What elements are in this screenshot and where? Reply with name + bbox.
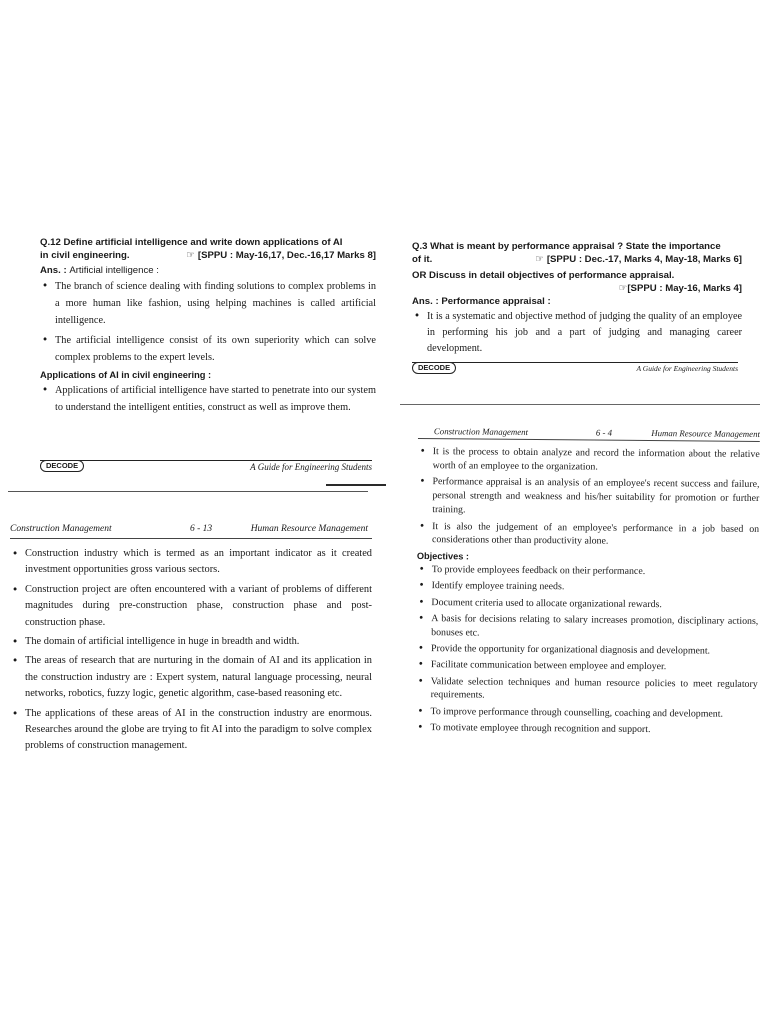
scan-streak [400,404,760,405]
q3-or-line: OR Discuss in detail objectives of performance appraisal. [412,270,675,281]
scan-streak [8,491,368,492]
header-right: Human Resource Management [250,524,368,534]
list-item: • To improve performance through counselling, coaching and development. [415,705,757,721]
objectives-heading: Objectives : [416,550,470,562]
decode-logo: DECODE [412,362,456,374]
page-6-4-bullets [417,445,760,550]
list-item: • Validate selection techniques and human resource policies to meet regulatory requirements. [416,675,758,705]
list-item: • To motivate employee through recognition and support. [415,721,757,737]
decode-logo: DECODE [40,460,84,472]
header-left: Construction Management [433,426,529,437]
list-item: • It is also the judgement of an employee's performance in a job based on considerations other than productivity alone. [417,520,759,550]
page-6-4-panel [415,426,760,787]
pointing-hand-icon: ☞ [535,254,544,265]
list-item: • To provide employees feedback on their performance. [417,563,759,579]
q12-applications-heading: Applications of AI in civil engineering : [40,370,212,380]
list-item: • Construction project are often encountered with a variant of problems of different magnitudes during pre-construction phase, construction phase and post-construction phase. [10,582,372,631]
list-item: • The artificial intelligence consist of its own superiority which can solve complex problems to the expert levels. [40,332,376,366]
q3-reference-1: ☞ [SPPU : Dec.-17, Marks 4, May-18, Marks 6] [535,254,742,265]
list-item: • It is a systematic and objective method of judging the quality of an employee in performing his job and a part of judging and managing career development. [412,309,742,357]
q12-reference: ☞ [SPPU : May-16,17, Dec.-16,17 Marks 8] [186,250,376,261]
objectives-list [415,563,758,737]
list-item: • A basis for decisions relating to salary increases promotion, disciplinary actions, bonuses etc. [416,612,758,642]
header-page-number: 6 - 13 [190,524,213,534]
list-item: • Construction industry which is termed as an important indicator as it created investment opportunities gross various sectors. [10,546,372,579]
q12-footer [40,460,372,475]
list-item: • Identify employee training needs. [417,579,759,595]
q3-question: Q.3 What is meant by performance appraisal ? State the importance of it. ☞ [SPPU : Dec.-17, Marks 4, May-18, Marks 6] [412,241,742,265]
list-item: • Document criteria used to allocate organizational rewards. [416,596,758,612]
list-item: • The domain of artificial intelligence in huge in breadth and width. [10,634,372,650]
list-item: • Provide the opportunity for organizational diagnosis and development. [416,642,758,658]
list-item: • The branch of science dealing with finding solutions to complex problems in a more human like fashion, using helping machines is called artificial intelligence. [40,278,376,329]
list-item: • The areas of research that are nurturing in the domain of AI and its application in the construction industry are : Expert system, natural language processing, neural networks, robotics, fuzzy logic, genetic algorithm, case-based reasoning etc. [10,653,372,702]
q3-reference-2: ☞[SPPU : May-16, Marks 4] [618,283,742,294]
q3-panel [412,240,742,378]
list-item: • It is the process to obtain analyze and record the information about the relative worth of an employee to the organization. [418,445,760,475]
pointing-hand-icon: ☞ [618,283,628,294]
q12-bullets-b [40,382,376,416]
header-left: Construction Management [10,524,112,534]
q3-answer-label: Ans. : Performance appraisal : [412,296,551,307]
pointing-hand-icon: ☞ [186,250,195,261]
q12-question: Q.12 Define artificial intelligence and write down applications of AI in civil engineering. ☞ [SPPU : May-16,17, Dec.-16,17 Marks 8] [40,237,376,261]
footer-guide-text: A Guide for Engineering Students [250,462,372,472]
scan-streak [326,484,386,486]
page-6-13-bullets [10,546,372,755]
header-right: Human Resource Management [651,428,760,439]
header-page-number: 6 - 4 [595,427,613,438]
list-item: • Performance appraisal is an analysis of an employee's recent success and failure, personal strength and weakness and his/her suitability for promotion or further training. [417,475,759,519]
q12-bullets-a [40,278,376,366]
footer-guide-text: A Guide for Engineering Students [636,364,738,373]
q3-footer [412,362,738,377]
page-6-13-panel [10,524,372,786]
q3-bullets [412,309,742,357]
list-item: • The applications of these areas of AI in the construction industry are enormous. Researches around the globe are trying to fit AI into the paradigm to solve complex problems of construction management. [10,706,372,755]
q12-answer-label: Ans. : Artificial intelligence : [40,265,159,276]
list-item: • Applications of artificial intelligence have started to penetrate into our system to understand the intelligent entities, construct as well as improve them. [40,382,376,416]
page-6-13-header [10,524,372,539]
q12-panel [40,236,376,484]
page-6-4-header [418,426,760,442]
list-item: • Facilitate communication between employee and employer. [416,658,758,674]
